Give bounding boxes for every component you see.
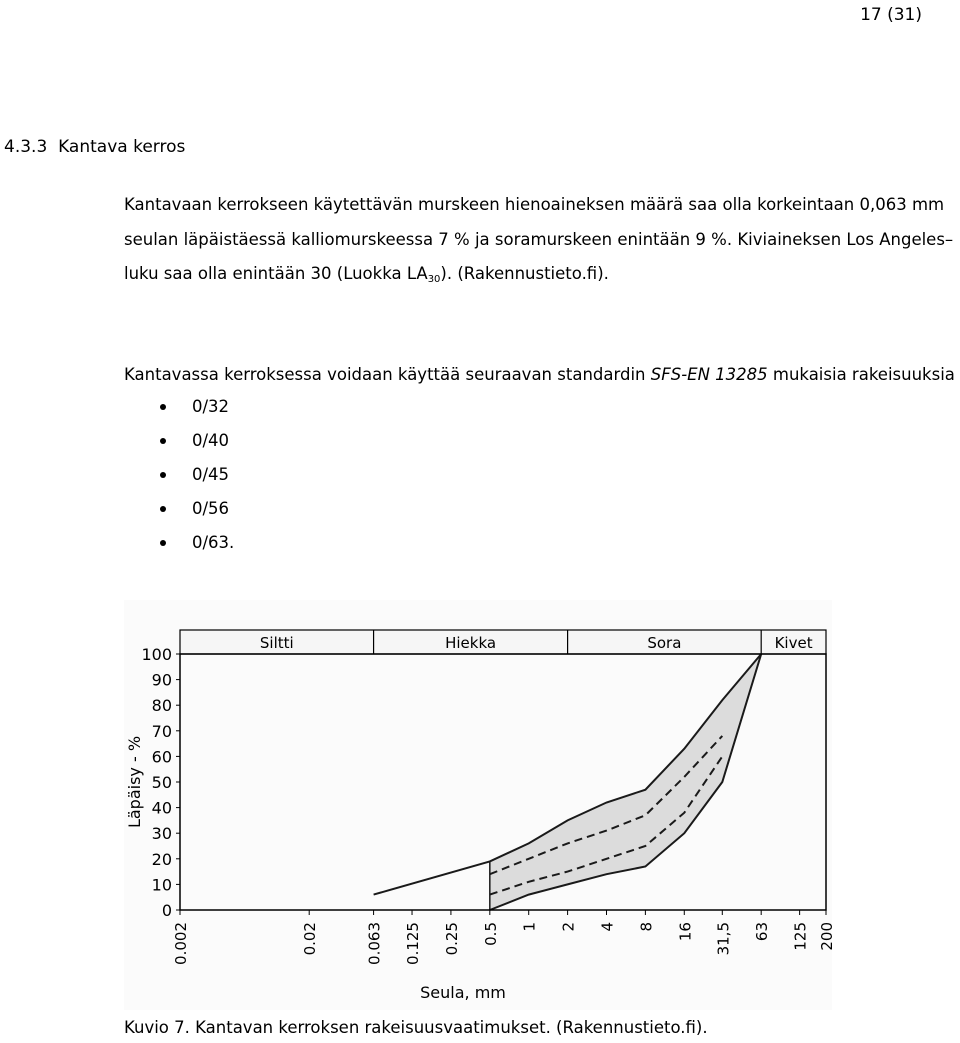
grading-chart	[124, 600, 836, 1010]
bullet-icon	[160, 540, 166, 546]
zone-label: Hiekka	[445, 634, 497, 652]
paragraph-line	[124, 364, 955, 386]
bullet-icon	[160, 438, 166, 444]
x-tick-label: 0.125	[404, 922, 423, 965]
list-item-label: 0/45	[192, 465, 230, 484]
x-tick-label: 31,5	[714, 922, 733, 956]
figure-caption: Kuvio 7. Kantavan kerroksen rakeisuusvaatimukset. (Rakennustieto.fi).	[124, 1018, 708, 1037]
standard-name: SFS-EN 13285	[650, 365, 768, 384]
section-heading	[4, 136, 185, 158]
list-item-label: 0/32	[192, 397, 230, 416]
paragraph-text: mukaisia rakeisuuksia	[767, 365, 955, 384]
bullet-icon	[160, 506, 166, 512]
x-axis-title: Seula, mm	[420, 983, 506, 1002]
y-tick-label: 30	[151, 824, 172, 844]
y-tick-label: 70	[151, 721, 172, 741]
y-axis-title: Läpäisy - %	[125, 735, 144, 829]
paragraph-line: seulan läpäistäessä kalliomurskeessa 7 % ja soramurskeen enintään 9 %. Kiviaineksen Los Angeles–	[124, 230, 954, 249]
x-tick-label: 0.5	[481, 922, 500, 946]
x-tick-label: 125	[791, 922, 810, 951]
y-tick-label: 100	[141, 645, 172, 664]
x-tick-label: 16	[676, 922, 695, 942]
paragraph-text: Kantavassa kerroksessa voidaan käyttää seuraavan standardin	[124, 365, 651, 384]
paragraph-text: ). (Rakennustieto.fi).	[440, 264, 609, 283]
list-item-label: 0/40	[192, 431, 230, 450]
bullet-icon	[160, 404, 166, 410]
y-tick-label: 20	[151, 849, 172, 869]
zone-label: Siltti	[259, 634, 294, 652]
page-number: 17 (31)	[860, 5, 922, 25]
zone-label: Kivet	[774, 634, 813, 652]
x-tick-label: 2	[559, 922, 578, 932]
section-number: 4.3.3	[4, 137, 48, 157]
paragraph-text: luku saa olla enintään 30 (Luokka LA	[124, 264, 428, 283]
subscript: 30	[427, 274, 441, 285]
x-tick-label: 0.25	[442, 922, 461, 956]
y-tick-label: 80	[151, 696, 172, 716]
x-tick-label: 63	[753, 922, 772, 942]
zone-label: Sora	[647, 634, 682, 652]
section-title: Kantava kerros	[58, 137, 186, 157]
y-tick-label: 50	[151, 773, 172, 792]
x-tick-label: 8	[637, 922, 656, 932]
x-tick-label: 1	[520, 922, 539, 932]
paragraph-line: Kantavaan kerrokseen käytettävän murskeen hienoaineksen määrä saa olla korkeintaan 0,063 mm	[124, 195, 945, 214]
x-tick-label: 0.02	[301, 922, 320, 956]
x-tick-label: 0.063	[365, 922, 384, 965]
paragraph-line	[124, 263, 609, 288]
bullet-icon	[160, 472, 166, 478]
chart-svg	[124, 600, 836, 1010]
y-tick-label: 60	[151, 747, 172, 767]
y-tick-label: 10	[151, 875, 172, 895]
x-tick-label: 200	[818, 922, 836, 951]
x-tick-label: 0.002	[172, 922, 190, 965]
x-tick-label: 4	[598, 922, 617, 932]
y-tick-label: 40	[151, 798, 172, 818]
y-tick-label: 0	[161, 901, 172, 920]
list-item-label: 0/63.	[192, 533, 235, 552]
list-item-label: 0/56	[192, 499, 230, 518]
y-tick-label: 90	[151, 670, 172, 690]
